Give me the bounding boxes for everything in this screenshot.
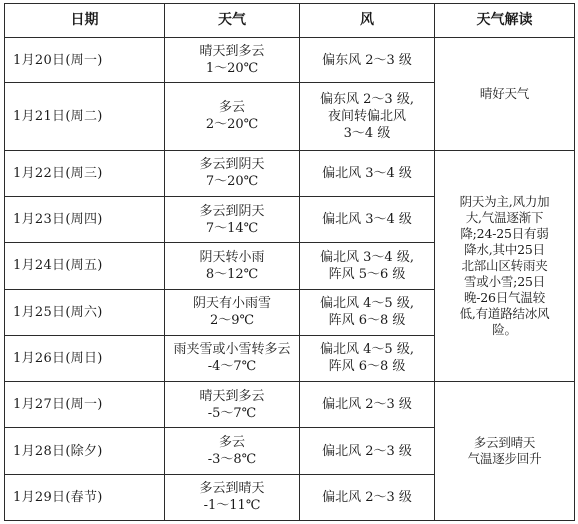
date-cell: 1月20日(周一) <box>5 38 165 83</box>
wind-line: 阵风 6～8 级 <box>328 313 406 329</box>
weather-line: 多云 <box>218 100 245 116</box>
interpretation-line: 阴天为主,风力加 <box>459 193 550 209</box>
wind-line: 偏北风 4～5 级, <box>320 296 414 312</box>
date-cell: 1月22日(周三) <box>5 150 165 196</box>
interpretation-line: 北部山区转雨夹 <box>461 257 548 273</box>
weather-line: 阴天有小雨雪 <box>192 296 271 312</box>
interpretation-line: 降;24-25日有弱 <box>460 225 549 241</box>
table-row <box>5 38 575 83</box>
weather-line: 雨夹雪或小雪转多云 <box>173 342 291 358</box>
date-cell: 1月26日(周日) <box>5 335 165 381</box>
wind-line: 偏北风 2～3 级 <box>322 443 412 459</box>
header-date: 日期 <box>5 4 165 38</box>
date-cell: 1月25日(周六) <box>5 289 165 335</box>
header-wind: 风 <box>300 4 435 38</box>
weather-cell <box>165 289 300 335</box>
interpretation-line: 晚-26日气温较 <box>463 289 546 305</box>
table-row <box>5 150 575 196</box>
wind-cell <box>300 474 435 520</box>
weather-line: 多云到阴天 <box>199 157 265 173</box>
weather-table <box>4 3 575 521</box>
interpretation-line: 晴好天气 <box>479 85 530 101</box>
interpretation-cell <box>435 382 575 521</box>
wind-cell <box>300 243 435 289</box>
wind-cell <box>300 428 435 474</box>
wind-cell <box>300 289 435 335</box>
weather-line: -3～8℃ <box>207 452 257 468</box>
weather-cell <box>165 83 300 150</box>
weather-line: 2～9℃ <box>209 313 255 329</box>
wind-cell <box>300 150 435 196</box>
wind-line: 偏东风 2～3 级, <box>320 91 414 107</box>
weather-cell <box>165 428 300 474</box>
weather-line: -1～11℃ <box>203 498 261 514</box>
interpretation-line: 多云到晴天 <box>473 435 536 451</box>
weather-cell <box>165 335 300 381</box>
wind-line: 夜间转偏北风 <box>327 108 406 124</box>
wind-line: 偏北风 3～4 级 <box>322 212 412 228</box>
weather-line: 多云 <box>218 435 245 451</box>
wind-line: 偏北风 3～4 级 <box>322 165 412 181</box>
weather-line: 7～14℃ <box>205 220 259 236</box>
weather-cell <box>165 382 300 428</box>
weather-cell <box>165 474 300 520</box>
weather-line: 8～12℃ <box>205 266 259 282</box>
weather-line: -4～7℃ <box>207 359 257 375</box>
date-cell: 1月28日(除夕) <box>5 428 165 474</box>
wind-cell <box>300 38 435 83</box>
weather-line: 7～20℃ <box>205 174 259 190</box>
weather-cell <box>165 243 300 289</box>
weather-line: 2～20℃ <box>205 117 259 133</box>
weather-line: 多云到阴天 <box>199 203 265 219</box>
table-row <box>5 382 575 428</box>
weather-cell <box>165 150 300 196</box>
weather-line: 晴天到多云 <box>199 388 265 404</box>
weather-line: 多云到晴天 <box>199 481 265 497</box>
weather-cell <box>165 196 300 242</box>
wind-line: 阵风 6～8 级 <box>328 359 406 375</box>
header-row <box>5 4 575 38</box>
interpretation-line: 险。 <box>492 321 517 337</box>
weather-line: 晴天到多云 <box>199 44 265 60</box>
interpretation-cell <box>435 150 575 381</box>
interpretation-line: 大,气温逐渐下 <box>465 209 544 225</box>
interpretation-line: 雪或小雪;25日 <box>463 273 546 289</box>
wind-line: 阵风 5～6 级 <box>328 266 406 282</box>
header-interpretation: 天气解读 <box>435 4 575 38</box>
wind-cell <box>300 335 435 381</box>
date-cell: 1月23日(周四) <box>5 196 165 242</box>
interpretation-line: 低,有道路结冰风 <box>459 305 550 321</box>
interpretation-line: 降水,其中25日 <box>464 241 545 257</box>
wind-line: 偏北风 2～3 级 <box>322 397 412 413</box>
weather-line: 阴天转小雨 <box>199 249 265 265</box>
interpretation-cell <box>435 38 575 151</box>
wind-line: 偏北风 3～4 级, <box>320 249 414 265</box>
date-cell: 1月21日(周二) <box>5 83 165 150</box>
date-cell: 1月24日(周五) <box>5 243 165 289</box>
wind-line: 偏北风 4～5 级, <box>320 342 414 358</box>
weather-line: -5～7℃ <box>207 405 257 421</box>
wind-cell <box>300 382 435 428</box>
wind-line: 偏北风 2～3 级 <box>322 489 412 505</box>
wind-line: 3～4 级 <box>343 125 391 141</box>
interpretation-line: 气温逐步回升 <box>467 451 542 467</box>
wind-line: 偏东风 2～3 级 <box>322 52 412 68</box>
date-cell: 1月27日(周一) <box>5 382 165 428</box>
wind-cell <box>300 83 435 150</box>
wind-cell <box>300 196 435 242</box>
header-weather: 天气 <box>165 4 300 38</box>
date-cell: 1月29日(春节) <box>5 474 165 520</box>
weather-line: 1～20℃ <box>205 61 259 77</box>
weather-cell <box>165 38 300 83</box>
